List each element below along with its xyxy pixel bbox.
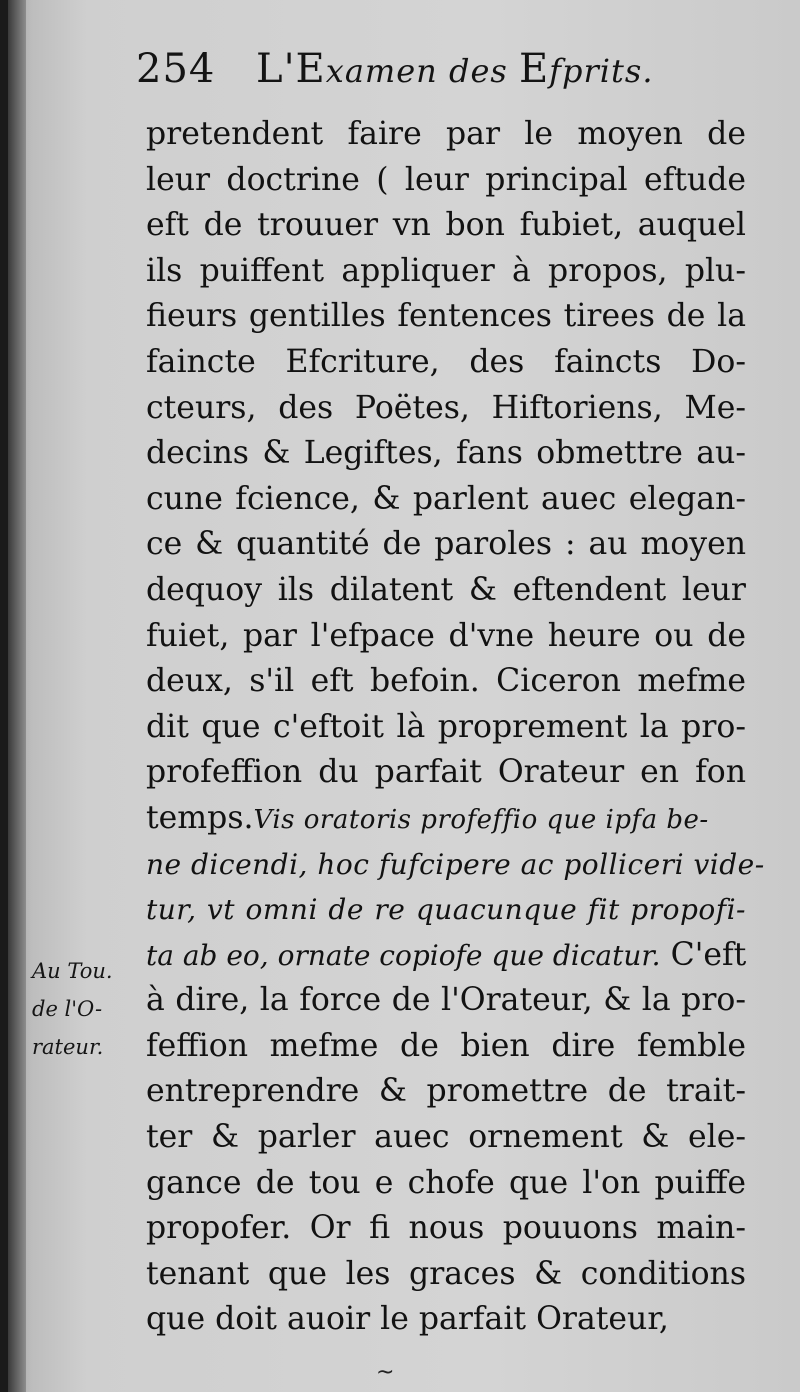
text-line: propofer. Or fi nous pouuons main- [146, 1210, 746, 1247]
running-title [256, 46, 653, 92]
text-line: à dire, la force de l'Orateur, & la pro- [146, 982, 746, 1019]
page-header [136, 46, 756, 106]
latin-quote-start: Vis oratoris profeffio que ipfa be- [253, 804, 709, 835]
text-segment: temps. [146, 799, 254, 836]
catchword-mark: ~ [376, 1360, 395, 1385]
text-line: cteurs, des Poëtes, Hiftoriens, Me- [146, 389, 746, 426]
latin-quote-end: ta ab eo, ornate copiofe que dicatur. [146, 938, 661, 972]
margin-note-line: Au Tou. [32, 959, 113, 983]
text-line: tenant que les graces & conditions [146, 1255, 746, 1292]
latin-quote-line: tur, vt omni de re quacunque fit propofi- [146, 893, 746, 927]
text-line: pretendent faire par le moyen de [146, 116, 746, 152]
text-line: leur doctrine ( leur principal eftude [146, 161, 746, 198]
text-line: entreprendre & promettre de trait- [146, 1073, 746, 1110]
margin-note-line: rateur. [32, 1035, 104, 1059]
text-line: cune fcience, & parlent auec elegan- [146, 480, 746, 517]
text-line: gance de tou e chofe que l'on puiffe [146, 1164, 746, 1201]
text-line: eft de trouuer vn bon fubiet, auquel [146, 207, 746, 244]
text-line: dequoy ils dilatent & eftendent leur [146, 571, 746, 608]
body-text [146, 112, 765, 1343]
text-segment: C'eft [660, 936, 747, 973]
text-line-mixed [146, 796, 746, 842]
text-line: que doit auoir le parfait Orateur, [146, 1301, 669, 1338]
text-line: feffion mefme de bien dire femble [146, 1027, 746, 1064]
text-line: ils puiffent appliquer à propos, plu- [146, 252, 746, 289]
text-line: fieurs gentilles fentences tirees de la [146, 298, 746, 335]
text-line: ter & parler auec ornement & ele- [146, 1119, 746, 1156]
text-line: dit que c'eftoit là proprement la pro- [146, 708, 746, 745]
book-page [8, 0, 800, 1392]
running-title-part: fprits. [549, 52, 654, 90]
text-line: ce & quantité de paroles : au moyen [146, 526, 746, 563]
running-title-part: xamen des [325, 52, 519, 90]
text-line: fuiet, par l'efpace d'vne heure ou de [146, 617, 746, 654]
margin-note [32, 952, 140, 1066]
text-line-mixed [146, 933, 746, 979]
latin-quote-line: ne dicendi, hoc fufcipere ac polliceri vide- [146, 847, 765, 881]
page-number: 254 [136, 46, 216, 92]
running-title-part: L'E [256, 46, 326, 92]
text-line: deux, s'il eft befoin. Ciceron mefme [146, 663, 746, 700]
text-line: decins & Legiftes, fans obmettre au- [146, 435, 746, 472]
text-line: profeffion du parfait Orateur en fon [146, 754, 746, 791]
margin-note-line: de l'O- [32, 997, 103, 1021]
running-title-part: E [518, 46, 550, 92]
text-line: faincte Efcriture, des faincts Do- [146, 343, 746, 380]
